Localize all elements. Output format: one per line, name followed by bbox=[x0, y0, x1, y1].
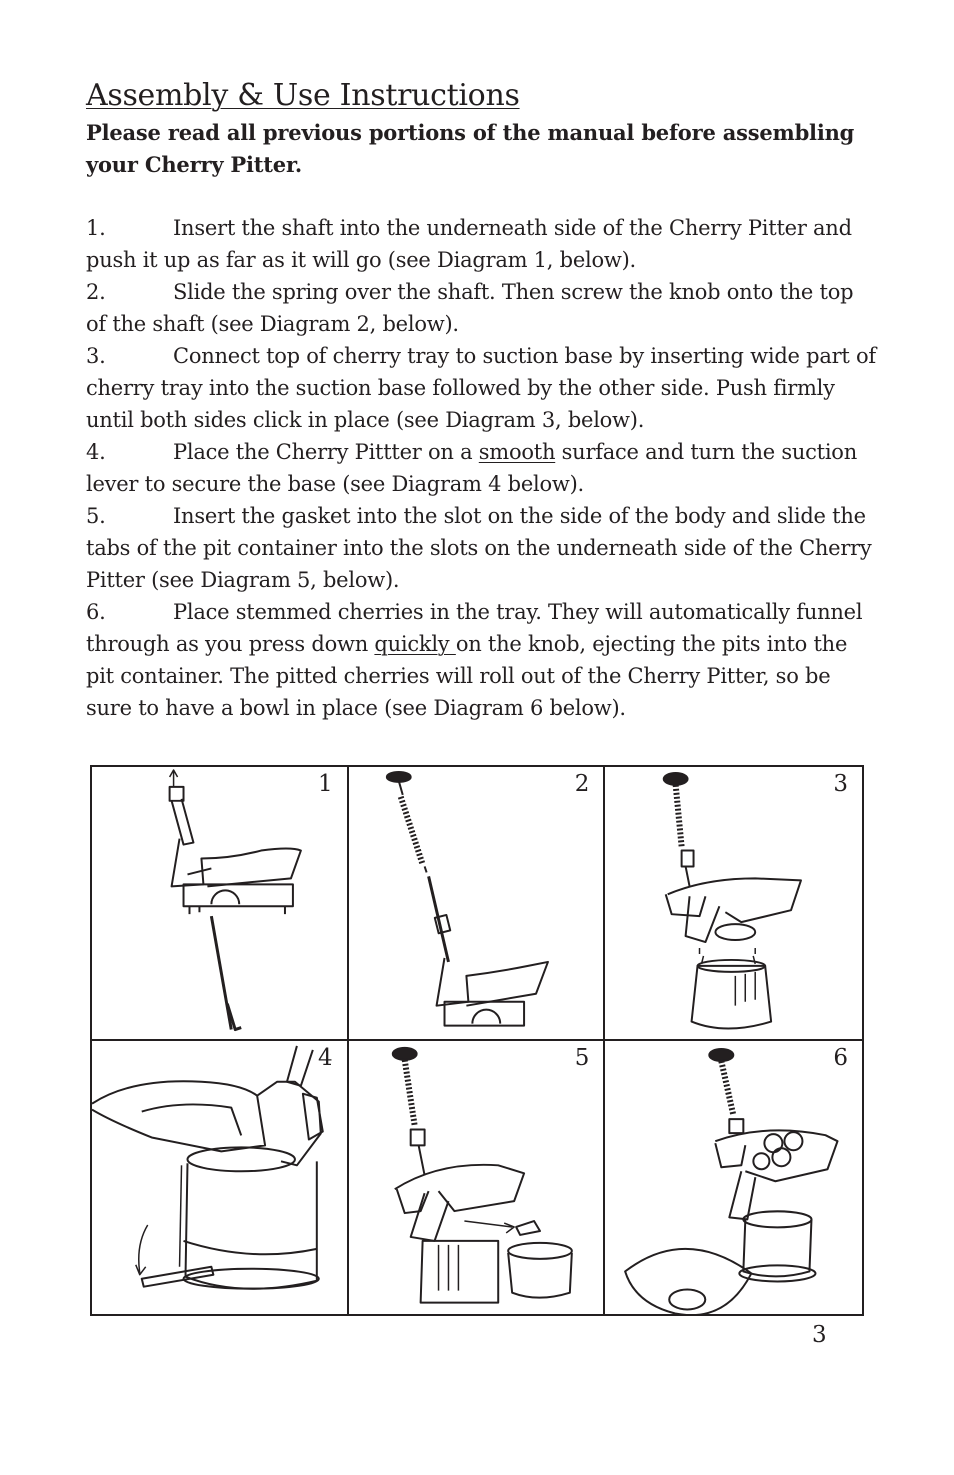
diagram-number: 4 bbox=[318, 1044, 333, 1071]
diagram-number: 6 bbox=[833, 1044, 848, 1071]
diagram-number: 2 bbox=[574, 771, 590, 797]
diagram-number: 1 bbox=[318, 771, 333, 797]
diagram-4 bbox=[92, 1041, 349, 1315]
step-6 bbox=[86, 596, 876, 724]
diagram-3-illustration bbox=[605, 767, 862, 1039]
diagram-number: 3 bbox=[833, 771, 848, 797]
step-number: 3. bbox=[86, 344, 106, 368]
diagram-6-illustration bbox=[605, 1041, 862, 1315]
step-text: Slide the spring over the shaft. Then screw the knob onto the top of the shaft (see Diagram 2, below). bbox=[86, 280, 854, 336]
step-number: 2. bbox=[86, 280, 106, 304]
diagram-3 bbox=[605, 767, 862, 1041]
page-number: 3 bbox=[812, 1322, 827, 1348]
step-text: Place the Cherry Pittter on a bbox=[173, 440, 479, 464]
emphasis-smooth: smooth bbox=[478, 440, 556, 464]
step-number: 6. bbox=[86, 600, 106, 624]
instruction-steps bbox=[86, 212, 876, 724]
page-title: Assembly & Use Instructions bbox=[86, 78, 520, 113]
step-4 bbox=[86, 436, 876, 500]
step-3 bbox=[86, 340, 876, 436]
step-text-cont: surface and turn the suction lever to secure the base (see Diagram 4 below). bbox=[86, 440, 857, 496]
step-text: Insert the shaft into the underneath side of the Cherry Pitter and push it up as far as it will go (see Diagram 1, below). bbox=[86, 216, 852, 272]
step-text-cont: on the knob, ejecting the pits into the pit container. The pitted cherries will roll out of the Cherry Pitter, so be sure to have a bowl in place (see Diagram 6 below). bbox=[86, 632, 848, 720]
step-number: 1. bbox=[86, 216, 106, 240]
step-2 bbox=[86, 276, 876, 340]
intro-note: Please read all previous portions of the manual before assembling your Cherry Pitter. bbox=[86, 120, 855, 177]
diagram-5 bbox=[349, 1041, 606, 1315]
diagram-1-illustration bbox=[92, 767, 347, 1039]
diagram-2-illustration bbox=[349, 767, 604, 1039]
emphasis-quickly: quickly bbox=[374, 632, 456, 656]
diagram-1 bbox=[92, 767, 349, 1041]
diagram-grid bbox=[90, 765, 864, 1316]
diagram-number: 5 bbox=[574, 1044, 590, 1071]
step-text: Connect top of cherry tray to suction base by inserting wide part of cherry tray into the suction base followed by the other side. Push firmly until both sides click in place (see Diagram 3, below). bbox=[86, 344, 876, 432]
diagram-2 bbox=[349, 767, 606, 1041]
diagram-4-illustration bbox=[92, 1041, 347, 1315]
step-text: Place stemmed cherries in the tray. They will automatically funnel through as you press down bbox=[86, 600, 863, 656]
step-text: Insert the gasket into the slot on the side of the body and slide the tabs of the pit container into the slots on the underneath side of the Cherry Pitter (see Diagram 5, below). bbox=[86, 504, 872, 592]
step-1 bbox=[86, 212, 876, 276]
step-number: 4. bbox=[86, 440, 106, 464]
step-5 bbox=[86, 500, 876, 596]
step-number: 5. bbox=[86, 504, 106, 528]
diagram-6 bbox=[605, 1041, 862, 1315]
diagram-5-illustration bbox=[349, 1041, 604, 1315]
